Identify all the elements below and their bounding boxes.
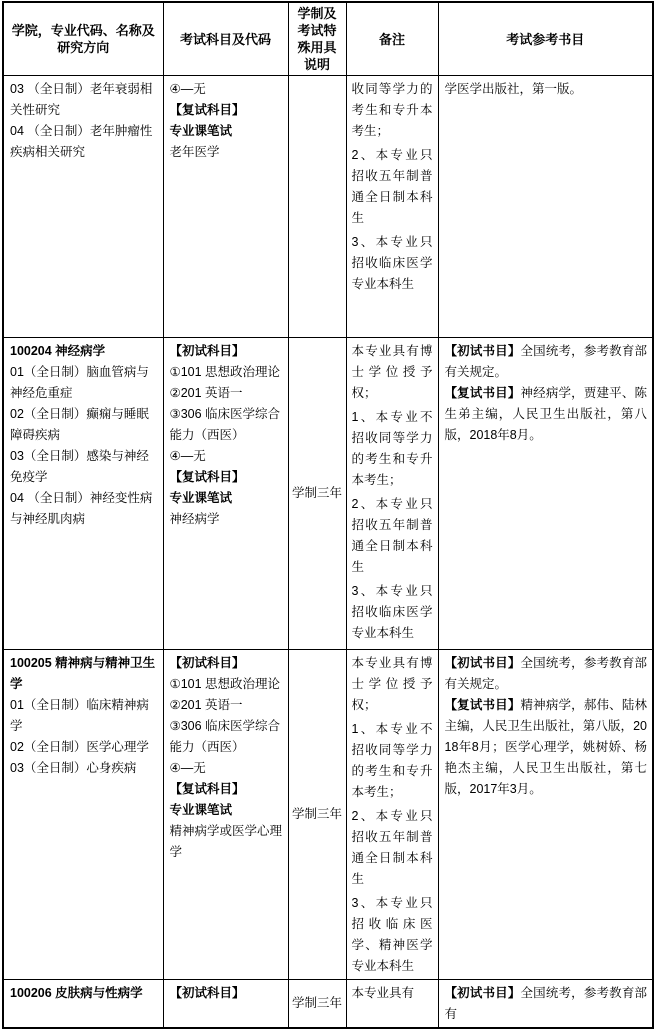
text-segment: 全国统考，参考教育部有关规定。	[444, 656, 647, 691]
bold-text-segment: 【初试书目】	[444, 986, 521, 1000]
text-segment: 2、本专业只招收五年制普通全日制本科生	[351, 497, 433, 574]
bold-text-segment: 【复试科目】	[169, 470, 245, 484]
cell-paragraph	[445, 341, 648, 383]
cell-paragraph	[170, 121, 283, 142]
text-segment: 学制三年	[291, 486, 342, 500]
cell-paragraph	[352, 893, 433, 977]
cell-remarks	[346, 980, 438, 1029]
text-segment: ④—无	[169, 449, 206, 463]
bold-text-segment: 【初试书目】	[444, 344, 521, 358]
text-segment: ①101 思想政治理论	[169, 677, 281, 691]
bold-text-segment: 【初试科目】	[169, 656, 245, 670]
text-segment: 神经病学	[169, 512, 220, 526]
text-segment: 1、本专业不招收同等学力的考生和专升本考生；	[351, 410, 433, 487]
text-segment: 2、本专业只招收五年制普通全日制本科生	[351, 148, 433, 225]
text-segment: ②201 英语一	[169, 386, 243, 400]
text-segment: 04 （全日制）老年肿瘤性疾病相关研究	[10, 124, 153, 159]
cell-paragraph	[10, 362, 158, 404]
bold-text-segment: 100206 皮肤病与性病学	[10, 986, 143, 1000]
header-duration-column: 学制及考试特殊用具说明	[288, 2, 346, 76]
cell-paragraph	[170, 779, 283, 800]
cell-paragraph	[170, 404, 283, 446]
cell-paragraph	[10, 695, 158, 737]
text-segment: ①101 思想政治理论	[169, 365, 281, 379]
cell-paragraph	[352, 806, 433, 890]
cell-paragraph	[10, 446, 158, 488]
cell-paragraph	[170, 983, 283, 1004]
cell-duration	[288, 980, 346, 1029]
cell-paragraph	[170, 758, 283, 779]
cell-paragraph	[352, 232, 433, 295]
text-segment: 01（全日制）临床精神病学	[10, 698, 149, 733]
table-row-row-continued	[3, 76, 653, 338]
admissions-catalog-table	[2, 1, 654, 1029]
cell-paragraph	[10, 653, 158, 695]
cell-paragraph	[352, 145, 433, 229]
cell-paragraph	[10, 488, 158, 530]
text-segment: 本专业具有	[351, 986, 415, 1000]
cell-paragraph	[445, 695, 648, 800]
header-books-column: 考试参考书目	[438, 2, 653, 76]
text-segment: 学医学出版社，第一版。	[444, 82, 583, 96]
cell-paragraph	[352, 653, 433, 716]
text-segment: 本专业具有博士学位授予权；	[351, 344, 433, 400]
table-row-row-100204	[3, 338, 653, 650]
text-segment: 03（全日制）心身疾病	[10, 761, 137, 775]
cell-books	[438, 76, 653, 338]
cell-paragraph	[352, 79, 433, 142]
cell-paragraph	[10, 341, 158, 362]
cell-paragraph	[10, 79, 158, 121]
cell-paragraph	[170, 362, 283, 383]
cell-paragraph	[291, 993, 344, 1014]
bold-text-segment: 专业课笔试	[169, 124, 233, 138]
text-segment: 本专业具有博士学位授予权；	[351, 656, 433, 712]
cell-paragraph	[352, 494, 433, 578]
cell-paragraph	[170, 674, 283, 695]
cell-books	[438, 338, 653, 650]
table-header	[3, 2, 653, 76]
cell-paragraph	[170, 488, 283, 509]
cell-paragraph	[352, 581, 433, 644]
text-segment: ③306 临床医学综合能力（西医）	[169, 407, 281, 442]
text-segment: 3、本专业只招收临床医学、精神医学专业本科生	[351, 896, 433, 973]
cell-subjects	[163, 650, 288, 980]
table-row-row-100206	[3, 980, 653, 1029]
cell-books	[438, 980, 653, 1029]
cell-paragraph	[170, 142, 283, 163]
table-body	[3, 76, 653, 1029]
cell-subjects	[163, 338, 288, 650]
cell-paragraph	[10, 121, 158, 163]
text-segment: 1、本专业不招收同等学力的考生和专升本考生；	[351, 722, 433, 799]
cell-remarks	[346, 338, 438, 650]
bold-text-segment: 100205 精神病与精神卫生学	[10, 656, 156, 691]
cell-paragraph	[10, 404, 158, 446]
text-segment: 03（全日制）感染与神经免疫学	[10, 449, 149, 484]
text-segment: 02（全日制）癫痫与睡眠障碍疾病	[10, 407, 149, 442]
cell-paragraph	[170, 695, 283, 716]
cell-paragraph	[10, 983, 158, 1004]
text-segment: 精神病学或医学心理学	[169, 824, 283, 859]
cell-paragraph	[291, 804, 344, 825]
bold-text-segment: 【复试书目】	[444, 386, 521, 400]
text-segment: 03 （全日制）老年衰弱相关性研究	[10, 82, 153, 117]
text-segment: 2、本专业只招收五年制普通全日制本科生	[351, 809, 433, 886]
cell-paragraph	[352, 983, 433, 1004]
cell-duration	[288, 338, 346, 650]
cell-paragraph	[170, 446, 283, 467]
cell-paragraph	[445, 79, 648, 100]
cell-paragraph	[170, 821, 283, 863]
cell-paragraph	[445, 983, 648, 1025]
bold-text-segment: 【复试科目】	[169, 782, 245, 796]
cell-paragraph	[352, 719, 433, 803]
header-subjects-column: 考试科目及代码	[163, 2, 288, 76]
cell-books	[438, 650, 653, 980]
text-segment: 精神病学，郝伟、陆林主编，人民卫生出版社，第八版，2018年8月；医学心理学，姚树娇、杨艳杰主编，人民卫生出版社，第七版，2017年3月。	[444, 698, 647, 796]
text-segment: 02（全日制）医学心理学	[10, 740, 149, 754]
cell-paragraph	[170, 100, 283, 121]
cell-paragraph	[352, 407, 433, 491]
cell-paragraph	[170, 467, 283, 488]
cell-paragraph	[445, 383, 648, 446]
document-page	[0, 1, 654, 1021]
cell-major	[3, 650, 163, 980]
cell-remarks	[346, 650, 438, 980]
cell-subjects	[163, 980, 288, 1029]
cell-major	[3, 338, 163, 650]
text-segment: 01（全日制）脑血管病与神经危重症	[10, 365, 149, 400]
cell-paragraph	[445, 653, 648, 695]
text-segment: 收同等学力的考生和专升本考生；	[351, 82, 433, 138]
header-row	[3, 2, 653, 76]
text-segment: ③306 临床医学综合能力（西医）	[169, 719, 281, 754]
cell-remarks	[346, 76, 438, 338]
cell-major	[3, 980, 163, 1029]
bold-text-segment: 100204 神经病学	[10, 344, 106, 358]
cell-paragraph	[170, 509, 283, 530]
text-segment: ④—无	[169, 761, 206, 775]
cell-paragraph	[170, 341, 283, 362]
text-segment: 全国统考，参考教育部有关规定。	[444, 344, 647, 379]
table-row-row-100205	[3, 650, 653, 980]
cell-paragraph	[170, 716, 283, 758]
header-remarks-column: 备注	[346, 2, 438, 76]
cell-paragraph	[352, 341, 433, 404]
cell-major	[3, 76, 163, 338]
text-segment: 3、本专业只招收临床医学专业本科生	[351, 235, 433, 291]
bold-text-segment: 【初试书目】	[444, 656, 521, 670]
text-segment: 神经病学，贾建平、陈生弟主编，人民卫生出版社，第八版，2018年8月。	[444, 386, 647, 442]
text-segment: 学制三年	[291, 807, 342, 821]
cell-duration	[288, 76, 346, 338]
text-segment: 学制三年	[291, 996, 342, 1010]
cell-paragraph	[10, 737, 158, 758]
bold-text-segment: 【复试书目】	[444, 698, 521, 712]
text-segment: 全国统考，参考教育部有	[444, 986, 647, 1021]
header-major-column: 学院，专业代码、名称及研究方向	[3, 2, 163, 76]
bold-text-segment: 【初试科目】	[169, 986, 245, 1000]
bold-text-segment: 专业课笔试	[169, 803, 233, 817]
text-segment: 04 （全日制）神经变性病与神经肌肉病	[10, 491, 153, 526]
text-segment: 3、本专业只招收临床医学专业本科生	[351, 584, 433, 640]
bold-text-segment: 【复试科目】	[169, 103, 245, 117]
cell-paragraph	[10, 758, 158, 779]
cell-paragraph	[170, 653, 283, 674]
bold-text-segment: 【初试科目】	[169, 344, 245, 358]
cell-subjects	[163, 76, 288, 338]
cell-paragraph	[170, 383, 283, 404]
cell-duration	[288, 650, 346, 980]
text-segment: ④—无	[169, 82, 206, 96]
text-segment: 老年医学	[169, 145, 220, 159]
cell-paragraph	[291, 483, 344, 504]
bold-text-segment: 专业课笔试	[169, 491, 233, 505]
cell-paragraph	[170, 800, 283, 821]
cell-paragraph	[170, 79, 283, 100]
text-segment: ②201 英语一	[169, 698, 243, 712]
